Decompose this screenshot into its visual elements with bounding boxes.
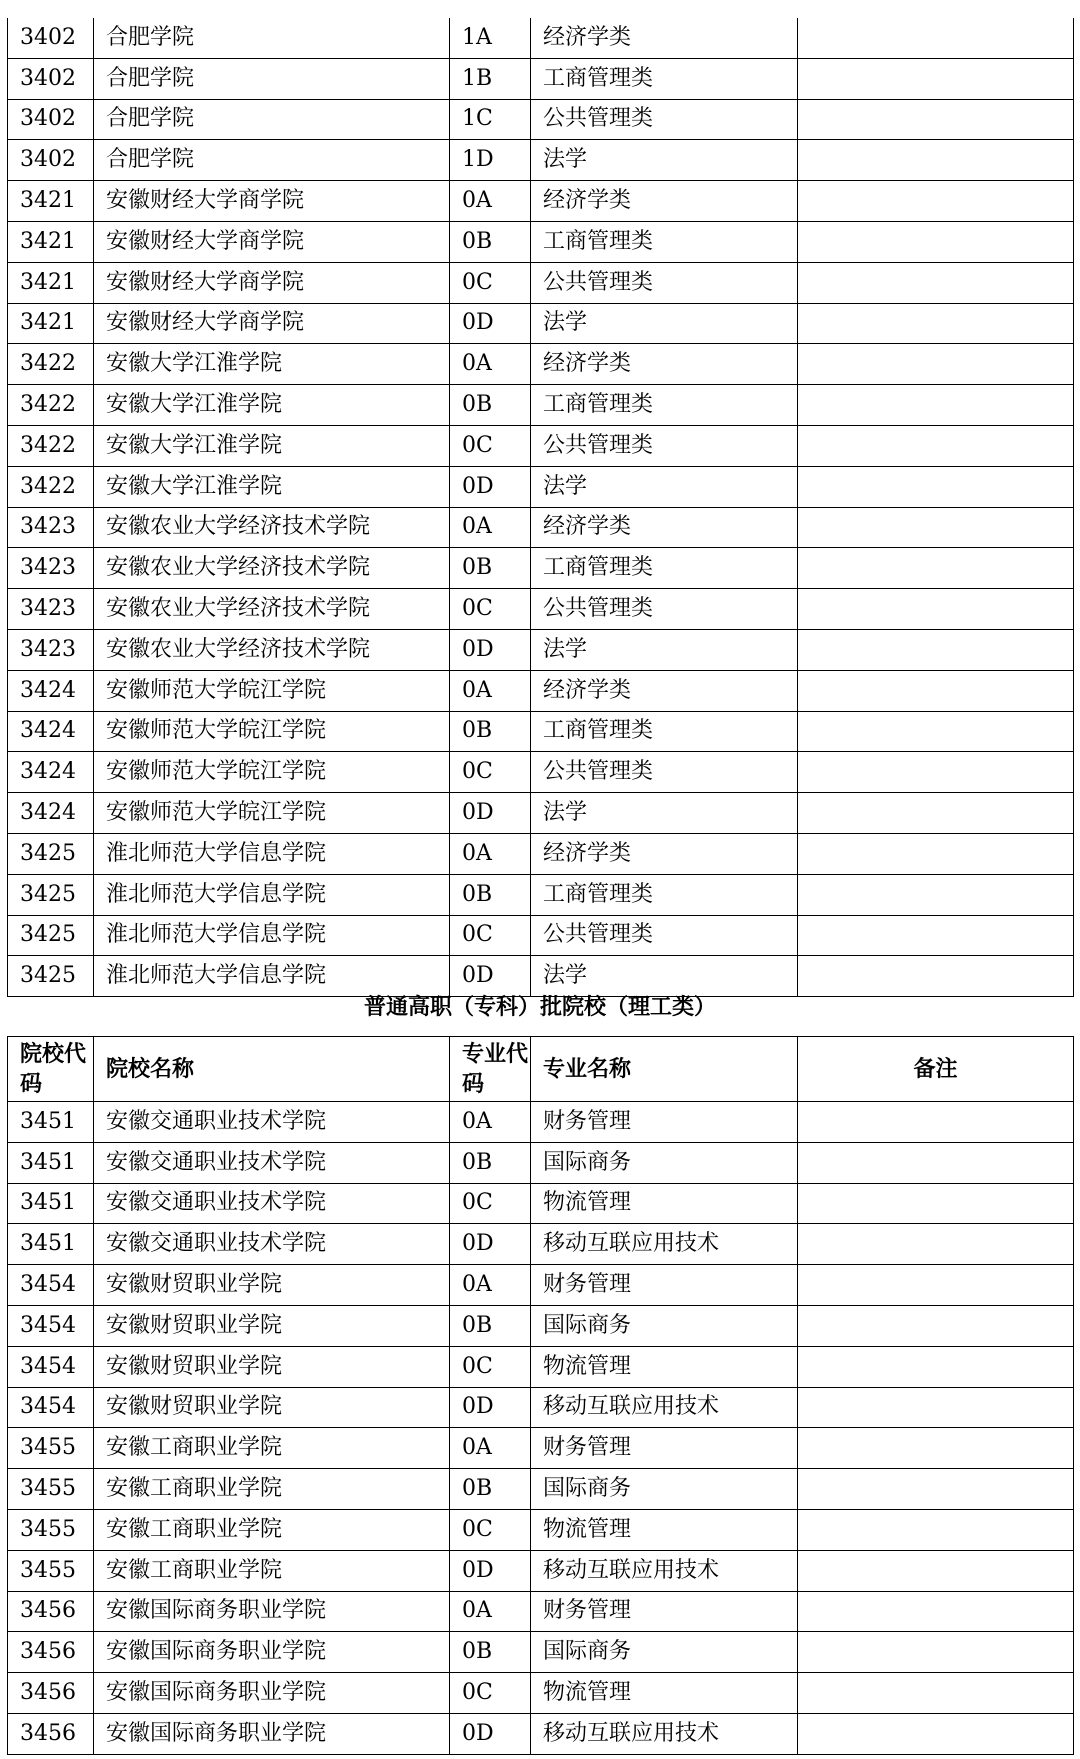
cell-major-code: 0C <box>450 1673 531 1714</box>
table-row <box>8 507 1074 548</box>
cell-major-name: 经济学类 <box>531 833 798 874</box>
cell-major-name: 公共管理类 <box>531 589 798 630</box>
cell-major-name: 法学 <box>531 956 798 997</box>
cell-major-code: 0C <box>450 752 531 793</box>
cell-school-code: 3423 <box>8 548 94 589</box>
cell-remark <box>798 956 1074 997</box>
cell-major-code: 0B <box>450 385 531 426</box>
table-row <box>8 1428 1074 1469</box>
table-row <box>8 833 1074 874</box>
cell-major-code: 0B <box>450 1142 531 1183</box>
cell-school-code: 3424 <box>8 793 94 834</box>
cell-school-code: 3455 <box>8 1550 94 1591</box>
cell-remark <box>798 752 1074 793</box>
cell-school-name: 安徽工商职业学院 <box>94 1509 450 1550</box>
cell-major-name: 经济学类 <box>531 344 798 385</box>
cell-school-name: 安徽农业大学经济技术学院 <box>94 629 450 670</box>
cell-school-name: 安徽大学江淮学院 <box>94 466 450 507</box>
table-row <box>8 1142 1074 1183</box>
table-row <box>8 752 1074 793</box>
header-major-name: 专业名称 <box>531 1037 798 1102</box>
table-row <box>8 1387 1074 1428</box>
cell-school-code: 3422 <box>8 385 94 426</box>
cell-remark <box>798 629 1074 670</box>
top-table <box>7 18 1074 997</box>
table-row <box>8 548 1074 589</box>
cell-school-name: 安徽交通职业技术学院 <box>94 1102 450 1143</box>
cell-major-code: 0B <box>450 874 531 915</box>
cell-school-name: 安徽师范大学皖江学院 <box>94 752 450 793</box>
table-row <box>8 1509 1074 1550</box>
cell-major-name: 公共管理类 <box>531 99 798 140</box>
table-row <box>8 915 1074 956</box>
cell-major-name: 移动互联应用技术 <box>531 1224 798 1265</box>
bottom-table-body <box>8 1102 1074 1755</box>
cell-remark <box>798 58 1074 99</box>
cell-major-code: 0D <box>450 1224 531 1265</box>
table-row <box>8 344 1074 385</box>
cell-major-name: 物流管理 <box>531 1673 798 1714</box>
cell-remark <box>798 18 1074 58</box>
cell-school-code: 3424 <box>8 752 94 793</box>
table-row <box>8 1265 1074 1306</box>
table-row <box>8 1183 1074 1224</box>
table-row <box>8 99 1074 140</box>
cell-major-code: 0A <box>450 507 531 548</box>
cell-major-name: 财务管理 <box>531 1265 798 1306</box>
cell-school-name: 安徽国际商务职业学院 <box>94 1713 450 1754</box>
header-school-name: 院校名称 <box>94 1037 450 1102</box>
table-row <box>8 1469 1074 1510</box>
cell-school-code: 3421 <box>8 221 94 262</box>
cell-remark <box>798 1102 1074 1143</box>
table-row <box>8 1673 1074 1714</box>
cell-major-name: 法学 <box>531 793 798 834</box>
table-row <box>8 956 1074 997</box>
cell-school-code: 3456 <box>8 1713 94 1754</box>
cell-school-code: 3456 <box>8 1673 94 1714</box>
cell-major-name: 国际商务 <box>531 1632 798 1673</box>
table-row <box>8 1102 1074 1143</box>
cell-remark <box>798 1224 1074 1265</box>
table-row <box>8 303 1074 344</box>
cell-major-code: 0B <box>450 221 531 262</box>
table-row <box>8 629 1074 670</box>
cell-school-code: 3451 <box>8 1142 94 1183</box>
cell-school-code: 3421 <box>8 181 94 222</box>
cell-major-code: 0D <box>450 629 531 670</box>
cell-remark <box>798 1509 1074 1550</box>
cell-school-code: 3425 <box>8 915 94 956</box>
cell-major-name: 法学 <box>531 466 798 507</box>
section-title: 普通高职（专科）批院校（理工类） <box>363 994 716 1020</box>
cell-major-code: 0A <box>450 1591 531 1632</box>
cell-school-name: 安徽农业大学经济技术学院 <box>94 507 450 548</box>
cell-remark <box>798 507 1074 548</box>
table-row <box>8 140 1074 181</box>
cell-major-name: 移动互联应用技术 <box>531 1387 798 1428</box>
cell-school-code: 3455 <box>8 1428 94 1469</box>
cell-major-name: 移动互联应用技术 <box>531 1550 798 1591</box>
cell-school-name: 淮北师范大学信息学院 <box>94 956 450 997</box>
cell-school-name: 安徽财贸职业学院 <box>94 1387 450 1428</box>
cell-remark <box>798 385 1074 426</box>
cell-school-name: 合肥学院 <box>94 18 450 58</box>
cell-major-name: 财务管理 <box>531 1591 798 1632</box>
cell-school-name: 安徽财贸职业学院 <box>94 1346 450 1387</box>
cell-major-name: 工商管理类 <box>531 711 798 752</box>
cell-school-name: 安徽农业大学经济技术学院 <box>94 589 450 630</box>
cell-major-name: 公共管理类 <box>531 262 798 303</box>
cell-remark <box>798 711 1074 752</box>
cell-school-code: 3421 <box>8 303 94 344</box>
bottom-table <box>7 1036 1074 1755</box>
cell-school-code: 3423 <box>8 629 94 670</box>
cell-school-name: 安徽师范大学皖江学院 <box>94 711 450 752</box>
cell-major-name: 法学 <box>531 140 798 181</box>
cell-remark <box>798 589 1074 630</box>
cell-major-code: 0C <box>450 262 531 303</box>
cell-school-name: 合肥学院 <box>94 99 450 140</box>
cell-school-name: 安徽交通职业技术学院 <box>94 1224 450 1265</box>
cell-school-code: 3451 <box>8 1224 94 1265</box>
cell-major-name: 国际商务 <box>531 1469 798 1510</box>
table-row <box>8 793 1074 834</box>
cell-major-name: 物流管理 <box>531 1346 798 1387</box>
cell-remark <box>798 1265 1074 1306</box>
cell-school-name: 安徽工商职业学院 <box>94 1550 450 1591</box>
cell-school-code: 3424 <box>8 711 94 752</box>
cell-school-code: 3456 <box>8 1591 94 1632</box>
cell-major-code: 0A <box>450 833 531 874</box>
cell-school-name: 安徽交通职业技术学院 <box>94 1142 450 1183</box>
cell-remark <box>798 221 1074 262</box>
table-row <box>8 58 1074 99</box>
cell-major-code: 0C <box>450 1183 531 1224</box>
cell-major-code: 0B <box>450 1632 531 1673</box>
cell-remark <box>798 262 1074 303</box>
cell-school-code: 3454 <box>8 1346 94 1387</box>
cell-major-code: 1C <box>450 99 531 140</box>
cell-school-code: 3454 <box>8 1387 94 1428</box>
cell-school-name: 安徽财经大学商学院 <box>94 262 450 303</box>
cell-school-name: 安徽农业大学经济技术学院 <box>94 548 450 589</box>
cell-school-code: 3425 <box>8 833 94 874</box>
cell-school-name: 合肥学院 <box>94 58 450 99</box>
cell-remark <box>798 833 1074 874</box>
cell-remark <box>798 303 1074 344</box>
cell-major-code: 0C <box>450 1346 531 1387</box>
cell-major-code: 0C <box>450 915 531 956</box>
cell-school-code: 3422 <box>8 466 94 507</box>
cell-school-code: 3402 <box>8 58 94 99</box>
cell-major-code: 0A <box>450 670 531 711</box>
cell-school-code: 3456 <box>8 1632 94 1673</box>
cell-school-code: 3451 <box>8 1183 94 1224</box>
cell-school-code: 3454 <box>8 1265 94 1306</box>
cell-school-code: 3423 <box>8 589 94 630</box>
table-row <box>8 874 1074 915</box>
cell-school-code: 3402 <box>8 18 94 58</box>
cell-remark <box>798 181 1074 222</box>
cell-remark <box>798 793 1074 834</box>
cell-school-code: 3451 <box>8 1102 94 1143</box>
cell-major-name: 工商管理类 <box>531 58 798 99</box>
cell-major-name: 法学 <box>531 629 798 670</box>
cell-major-code: 0D <box>450 1387 531 1428</box>
cell-school-name: 安徽工商职业学院 <box>94 1428 450 1469</box>
cell-remark <box>798 466 1074 507</box>
cell-remark <box>798 1673 1074 1714</box>
table-row <box>8 1713 1074 1754</box>
cell-remark <box>798 344 1074 385</box>
cell-school-code: 3425 <box>8 956 94 997</box>
header-major-code: 专业代码 <box>450 1037 531 1102</box>
table-row <box>8 1305 1074 1346</box>
cell-school-name: 安徽财贸职业学院 <box>94 1265 450 1306</box>
table-row <box>8 18 1074 58</box>
cell-major-name: 工商管理类 <box>531 221 798 262</box>
cell-school-name: 安徽国际商务职业学院 <box>94 1591 450 1632</box>
cell-school-code: 3402 <box>8 99 94 140</box>
cell-major-code: 0D <box>450 466 531 507</box>
cell-major-name: 工商管理类 <box>531 874 798 915</box>
table-row <box>8 262 1074 303</box>
table-row <box>8 1591 1074 1632</box>
cell-school-name: 安徽国际商务职业学院 <box>94 1632 450 1673</box>
cell-major-code: 0D <box>450 1713 531 1754</box>
cell-major-name: 物流管理 <box>531 1183 798 1224</box>
cell-remark <box>798 670 1074 711</box>
cell-major-code: 0B <box>450 548 531 589</box>
cell-major-code: 0B <box>450 711 531 752</box>
cell-school-code: 3424 <box>8 670 94 711</box>
top-table-body <box>8 18 1074 997</box>
table-row <box>8 1224 1074 1265</box>
cell-school-code: 3422 <box>8 344 94 385</box>
cell-major-code: 0B <box>450 1305 531 1346</box>
cell-major-name: 公共管理类 <box>531 425 798 466</box>
cell-remark <box>798 1387 1074 1428</box>
table-row <box>8 711 1074 752</box>
cell-school-code: 3423 <box>8 507 94 548</box>
cell-school-code: 3455 <box>8 1469 94 1510</box>
cell-major-name: 公共管理类 <box>531 915 798 956</box>
cell-remark <box>798 1142 1074 1183</box>
cell-remark <box>798 1183 1074 1224</box>
cell-school-code: 3402 <box>8 140 94 181</box>
cell-major-name: 财务管理 <box>531 1102 798 1143</box>
table-row <box>8 1550 1074 1591</box>
cell-school-name: 安徽交通职业技术学院 <box>94 1183 450 1224</box>
cell-major-code: 0D <box>450 303 531 344</box>
cell-remark <box>798 1305 1074 1346</box>
cell-major-name: 国际商务 <box>531 1305 798 1346</box>
table-row <box>8 385 1074 426</box>
cell-school-code: 3454 <box>8 1305 94 1346</box>
cell-school-name: 安徽工商职业学院 <box>94 1469 450 1510</box>
cell-remark <box>798 1428 1074 1469</box>
table-row <box>8 589 1074 630</box>
cell-major-code: 0B <box>450 1469 531 1510</box>
cell-school-name: 淮北师范大学信息学院 <box>94 915 450 956</box>
cell-major-code: 0D <box>450 1550 531 1591</box>
cell-school-code: 3421 <box>8 262 94 303</box>
cell-remark <box>798 425 1074 466</box>
cell-school-name: 安徽国际商务职业学院 <box>94 1673 450 1714</box>
cell-major-code: 1B <box>450 58 531 99</box>
cell-major-code: 0C <box>450 589 531 630</box>
cell-remark <box>798 915 1074 956</box>
cell-school-name: 安徽财经大学商学院 <box>94 303 450 344</box>
cell-school-name: 安徽大学江淮学院 <box>94 344 450 385</box>
header-school-code: 院校代码 <box>8 1037 94 1102</box>
cell-major-name: 经济学类 <box>531 507 798 548</box>
cell-remark <box>798 140 1074 181</box>
cell-remark <box>798 1591 1074 1632</box>
cell-major-code: 0C <box>450 425 531 466</box>
cell-remark <box>798 1713 1074 1754</box>
cell-school-name: 安徽师范大学皖江学院 <box>94 793 450 834</box>
cell-school-name: 安徽大学江淮学院 <box>94 385 450 426</box>
cell-major-name: 移动互联应用技术 <box>531 1713 798 1754</box>
cell-major-name: 工商管理类 <box>531 548 798 589</box>
cell-school-name: 安徽财贸职业学院 <box>94 1305 450 1346</box>
table-row <box>8 425 1074 466</box>
cell-major-code: 0A <box>450 1428 531 1469</box>
cell-remark <box>798 1346 1074 1387</box>
table-row <box>8 221 1074 262</box>
cell-school-name: 安徽财经大学商学院 <box>94 181 450 222</box>
cell-major-name: 经济学类 <box>531 18 798 58</box>
cell-school-name: 安徽大学江淮学院 <box>94 425 450 466</box>
cell-major-name: 公共管理类 <box>531 752 798 793</box>
cell-major-code: 1D <box>450 140 531 181</box>
cell-remark <box>798 99 1074 140</box>
cell-major-code: 0C <box>450 1509 531 1550</box>
cell-school-name: 淮北师范大学信息学院 <box>94 874 450 915</box>
table-row <box>8 466 1074 507</box>
table-row <box>8 670 1074 711</box>
cell-major-name: 法学 <box>531 303 798 344</box>
table-row <box>8 1346 1074 1387</box>
header-remark: 备注 <box>798 1037 1074 1102</box>
cell-school-code: 3425 <box>8 874 94 915</box>
table-row <box>8 181 1074 222</box>
cell-major-code: 0A <box>450 1265 531 1306</box>
cell-major-code: 0A <box>450 181 531 222</box>
cell-major-code: 0A <box>450 344 531 385</box>
cell-major-code: 1A <box>450 18 531 58</box>
cell-remark <box>798 874 1074 915</box>
cell-remark <box>798 1632 1074 1673</box>
cell-school-name: 安徽财经大学商学院 <box>94 221 450 262</box>
cell-major-name: 经济学类 <box>531 670 798 711</box>
cell-school-name: 合肥学院 <box>94 140 450 181</box>
cell-school-code: 3455 <box>8 1509 94 1550</box>
cell-school-code: 3422 <box>8 425 94 466</box>
cell-school-name: 淮北师范大学信息学院 <box>94 833 450 874</box>
cell-major-code: 0D <box>450 956 531 997</box>
cell-major-code: 0D <box>450 793 531 834</box>
cell-remark <box>798 1469 1074 1510</box>
cell-remark <box>798 548 1074 589</box>
cell-major-name: 工商管理类 <box>531 385 798 426</box>
cell-remark <box>798 1550 1074 1591</box>
cell-school-name: 安徽师范大学皖江学院 <box>94 670 450 711</box>
cell-major-name: 财务管理 <box>531 1428 798 1469</box>
cell-major-name: 经济学类 <box>531 181 798 222</box>
cell-major-code: 0A <box>450 1102 531 1143</box>
table-row <box>8 1632 1074 1673</box>
cell-major-name: 国际商务 <box>531 1142 798 1183</box>
cell-major-name: 物流管理 <box>531 1509 798 1550</box>
table-header-row <box>8 1037 1074 1102</box>
